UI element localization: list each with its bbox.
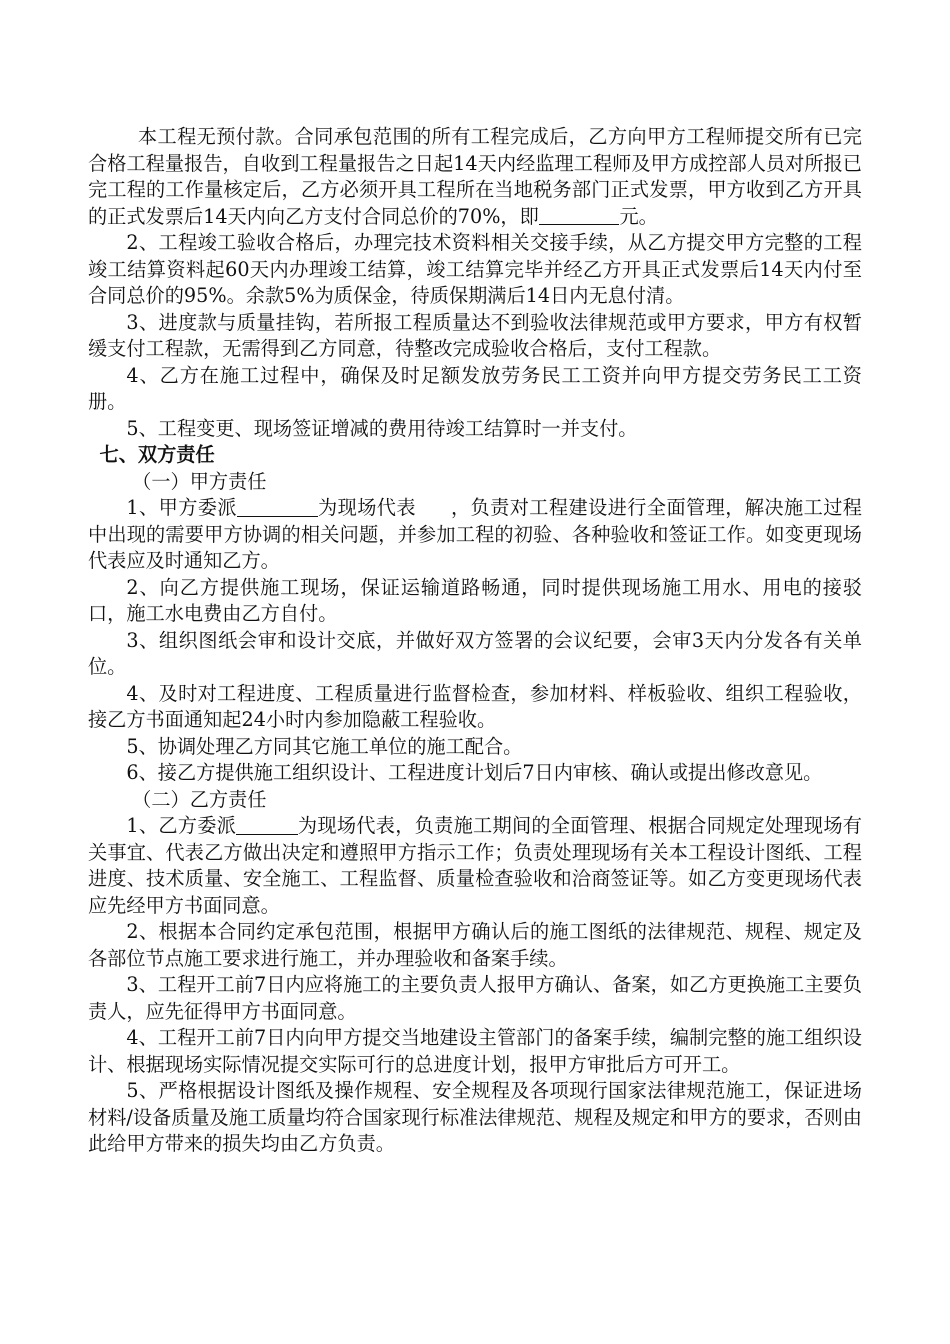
party-b-item-4: 4、工程开工前7日内向甲方提交当地建设主管部门的备案手续，编制完整的施工组织设计、根据现场实际情况提交实际可行的总进度计划，报甲方审批后方可开工。 (88, 1026, 862, 1076)
party-a-item-1-rest: ，负责对工程建设进行全面管理，解决施工过程中出现的需要甲方协调的相关问题，并参加工程的初验、各种验收和签证工作。如变更现场代表应及时通知乙方。 (88, 496, 862, 572)
payment-paragraph-5: 5、工程变更、现场签证增减的费用待竣工结算时一并支付。 (126, 416, 638, 440)
party-a-item-3: 3、组织图纸会审和设计交底，并做好双方签署的会议纪要，会审3天内分发各有关单位。 (88, 628, 862, 678)
party-b-item-2: 2、根据本合同约定承包范围，根据甲方确认后的施工图纸的法律规范、规程、规定及各部位节点施工要求进行施工，并办理验收和备案手续。 (88, 920, 862, 970)
document-body (88, 124, 862, 1158)
party-a-item-4: 4、及时对工程进度、工程质量进行监督检查，参加材料、样板验收、组织工程验收，接乙方书面通知起24小时内参加隐蔽工程验收。 (88, 681, 862, 731)
payment-paragraph-1-text: 本工程无预付款。合同承包范围的所有工程完成后，乙方向甲方工程师提交所有已完合格工程量报告，自收到工程量报告之日起14天内经监理工程师及甲方成控部人员对所报已完工程的工作量核定后，乙方必须开具工程所在当地税务部门正式发票，甲方收到乙方开具的正式发票后14天内向乙方支付合同总价的70%，即 (88, 125, 862, 228)
party-b-representative-blank (236, 815, 297, 835)
section-title: 七、双方责任 (99, 443, 215, 466)
payment-paragraph-1 (88, 124, 862, 230)
amount-blank (539, 205, 620, 225)
party-a-subtitle: （一）甲方责任 (132, 469, 267, 493)
payment-paragraph-2: 2、工程竣工验收合格后，办理完技术资料相关交接手续，从乙方提交甲方完整的工程竣工结算资料起60天内办理竣工结算，竣工结算完毕并经乙方开具正式发票后14天内付至合同总价的95%。余款5%为质保金，待质保期满后14日内无息付清。 (88, 231, 862, 307)
party-b-item-3: 3、工程开工前7日内应将施工的主要负责人报甲方确认、备案，如乙方更换施工主要负责人，应先征得甲方书面同意。 (88, 973, 862, 1023)
party-b-item-1 (88, 813, 862, 919)
payment-paragraph-4: 4、乙方在施工过程中，确保及时足额发放劳务民工工资并向甲方提交劳务民工工资册。 (88, 363, 862, 413)
party-b-item-1-rest: 为现场代表，负责施工期间的全面管理、根据合同规定处理现场有关事宜、代表乙方做出决定和遵照甲方指示工作；负责处理现场有关本工程设计图纸、工程进度、技术质量、安全施工、工程监督、质量检查验收和洽商签证等。如乙方变更现场代表应先经甲方书面同意。 (88, 814, 862, 917)
payment-paragraph-3: 3、进度款与质量挂钩，若所报工程质量达不到验收法律规范或甲方要求，甲方有权暂缓支付工程款，无需得到乙方同意，待整改完成验收合格后，支付工程款。 (88, 310, 862, 360)
party-b-item-5: 5、严格根据设计图纸及操作规程、安全规程及各项现行国家法律规范施工，保证进场材料/设备质量及施工质量均符合国家现行标准法律规范、规程及规定和甲方的要求，否则由此给甲方带来的损失均由乙方负责。 (88, 1079, 862, 1155)
payment-paragraph-1-suffix: 元。 (619, 204, 658, 228)
party-a-item-1-mid: 为现场代表 (317, 496, 416, 519)
party-a-item-6: 6、接乙方提供施工组织设计、工程进度计划后7日内审核、确认或提出修改意见。 (126, 761, 823, 784)
party-a-item-2: 2、向乙方提供施工现场，保证运输道路畅通，同时提供现场施工用水、用电的接驳口，施工水电费由乙方自付。 (88, 575, 862, 625)
party-a-item-1 (88, 495, 862, 575)
party-a-item-5: 5、协调处理乙方同其它施工单位的施工配合。 (126, 734, 523, 758)
party-b-item-1-lead: 1、乙方委派 (126, 814, 237, 837)
party-b-subtitle: （二）乙方责任 (132, 787, 267, 811)
party-a-representative-blank (237, 497, 318, 517)
party-a-item-1-lead: 1、甲方委派 (126, 496, 237, 519)
